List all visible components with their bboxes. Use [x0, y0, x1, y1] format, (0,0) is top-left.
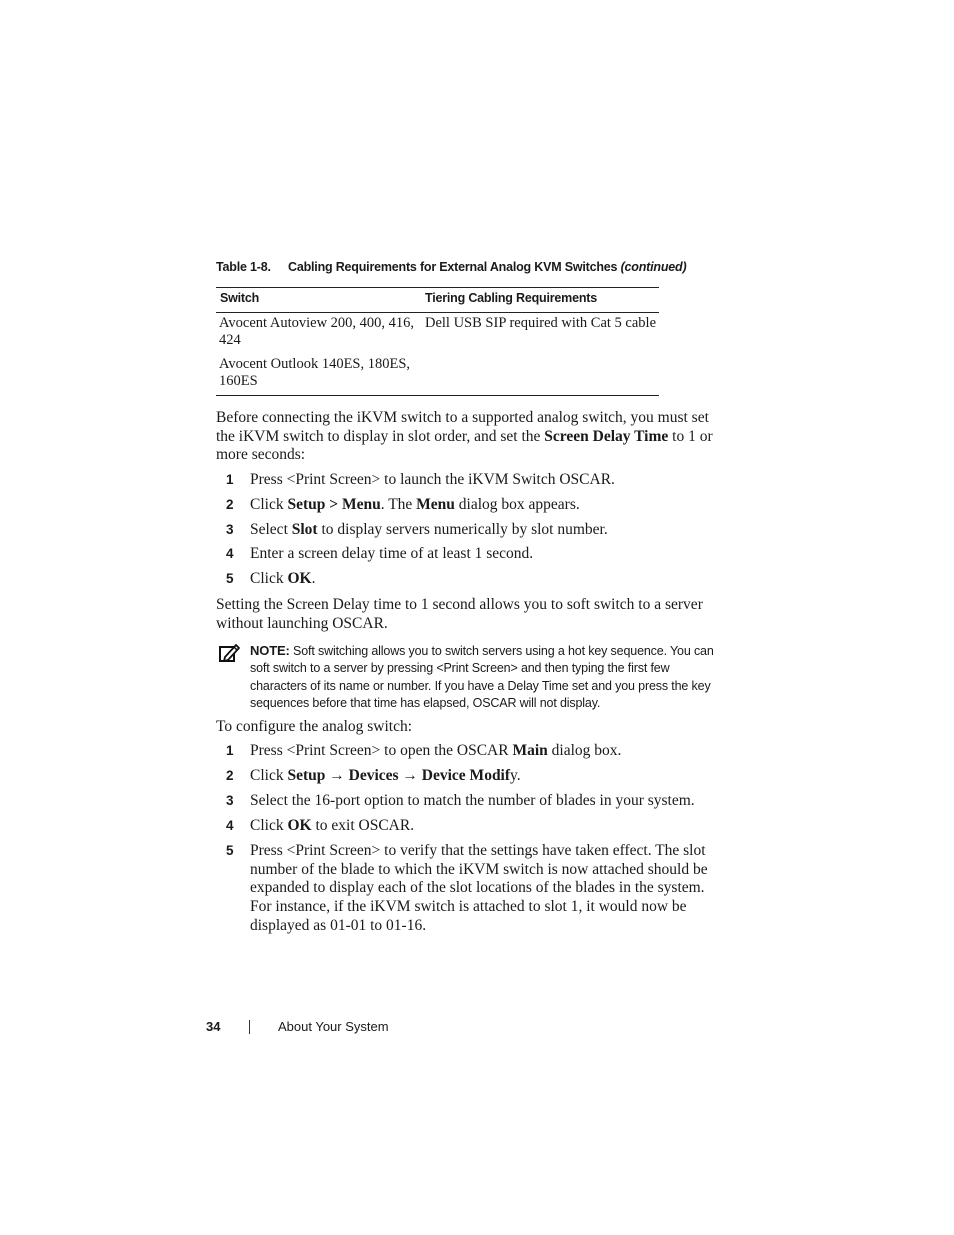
- cabling-requirements-table: [216, 287, 659, 396]
- table-continued-label: (continued): [620, 260, 687, 274]
- step-text-run: Enter a screen delay time of at least 1 second.: [250, 545, 534, 562]
- step-number: 5: [226, 571, 234, 586]
- ui-term: Setup > Menu: [287, 496, 381, 513]
- note-text: Soft switching allows you to switch servers using a hot key sequence. You can soft switch to a server by pressing <Print Screen> and then typing the first few characters of its name or number. If you have a Delay Time set and you press the key sequences before that time has elapsed, OSCAR will not display.: [250, 644, 714, 711]
- table-title: Cabling Requirements for External Analog KVM Switches: [288, 260, 618, 274]
- ui-term: Setup: [287, 767, 326, 784]
- ui-term: Main: [512, 742, 548, 759]
- step-text-run: to exit OSCAR.: [311, 817, 415, 834]
- step-number: 5: [226, 843, 234, 858]
- step-number: 4: [226, 546, 234, 561]
- screen-delay-time-term: Screen Delay Time: [544, 427, 669, 445]
- step-text-run: y.: [510, 767, 521, 784]
- step-text: [250, 742, 716, 761]
- step-text-run: →: [398, 767, 422, 784]
- step-text-run: . The: [380, 496, 417, 513]
- step-number: 4: [226, 818, 234, 833]
- step-text-run: Click: [250, 767, 288, 784]
- ui-term: OK: [287, 570, 312, 587]
- step-text-run: Press <Print Screen> to verify that the settings have taken effect. The slot number of the blade to which the iKVM switch is now attached should be expanded to display each of the slot locations of the blades in the system. For instance, if the iKVM switch is attached to slot 1, it would now be displayed as 01-01 to 01-16.: [250, 842, 708, 934]
- step-number: 1: [226, 472, 234, 487]
- intro-paragraph: [216, 409, 716, 465]
- step-text: [250, 570, 716, 589]
- ui-term: Slot: [291, 521, 318, 538]
- table-caption: [216, 260, 686, 274]
- table-cell-requirement: Dell USB SIP required with Cat 5 cable: [425, 315, 657, 331]
- table-header-rule: [216, 312, 659, 313]
- step-text-run: Click: [250, 817, 288, 834]
- step-text-run: dialog box.: [547, 742, 622, 759]
- note-label: NOTE:: [250, 643, 290, 658]
- table-number: Table 1-8.: [216, 260, 271, 274]
- step-text: [250, 817, 716, 836]
- table-header-requirements: Tiering Cabling Requirements: [425, 291, 597, 305]
- intro-text: Before connecting the iKVM switch to a supported analog switch, you must set the iKVM switch to display in slot order, and set the: [216, 409, 709, 445]
- step-text-run: .: [311, 570, 316, 587]
- step-text-run: Click: [250, 570, 288, 587]
- step-text-run: Select the 16-port option to match the number of blades in your system.: [250, 792, 695, 809]
- step-text-run: dialog box appears.: [454, 496, 580, 513]
- step-text: [250, 842, 716, 936]
- configure-paragraph: To configure the analog switch:: [216, 718, 413, 735]
- step-number: 3: [226, 793, 234, 808]
- table-cell-switch: Avocent Outlook 140ES, 180ES, 160ES: [219, 356, 411, 389]
- page-number: 34: [206, 1019, 221, 1034]
- step-text-run: to display servers numerically by slot number.: [317, 521, 608, 538]
- note-block: [250, 642, 720, 713]
- step-number: 2: [226, 497, 234, 512]
- ui-term: Devices: [348, 767, 399, 784]
- intro-text-end: to 1 or more seconds:: [216, 427, 713, 464]
- step-number: 1: [226, 743, 234, 758]
- step-number: 3: [226, 522, 234, 537]
- ui-term: Menu: [416, 496, 455, 513]
- ui-term: OK: [287, 817, 312, 834]
- step-text: [250, 471, 716, 490]
- footer-separator: [249, 1020, 250, 1034]
- step-text: [250, 545, 716, 564]
- note-pencil-icon: [219, 643, 241, 663]
- step-text: [250, 496, 716, 515]
- step-number: 2: [226, 768, 234, 783]
- step-text-run: →: [325, 767, 349, 784]
- step-text: [250, 521, 716, 540]
- step-text-run: Click: [250, 496, 288, 513]
- table-cell-switch: Avocent Autoview 200, 400, 416, 424: [219, 315, 415, 348]
- ui-term: Device Modif: [421, 767, 511, 784]
- step-text-run: Select: [250, 521, 292, 538]
- screen-delay-paragraph: Setting the Screen Delay time to 1 second allows you to soft switch to a server without launching OSCAR.: [216, 596, 703, 632]
- table-header-switch: Switch: [220, 291, 260, 305]
- footer-section-title: About Your System: [278, 1019, 389, 1034]
- step-text-run: Press <Print Screen> to open the OSCAR: [250, 742, 513, 759]
- step-text: [250, 767, 716, 786]
- step-text: [250, 792, 716, 811]
- step-text-run: Press <Print Screen> to launch the iKVM Switch OSCAR.: [250, 471, 615, 488]
